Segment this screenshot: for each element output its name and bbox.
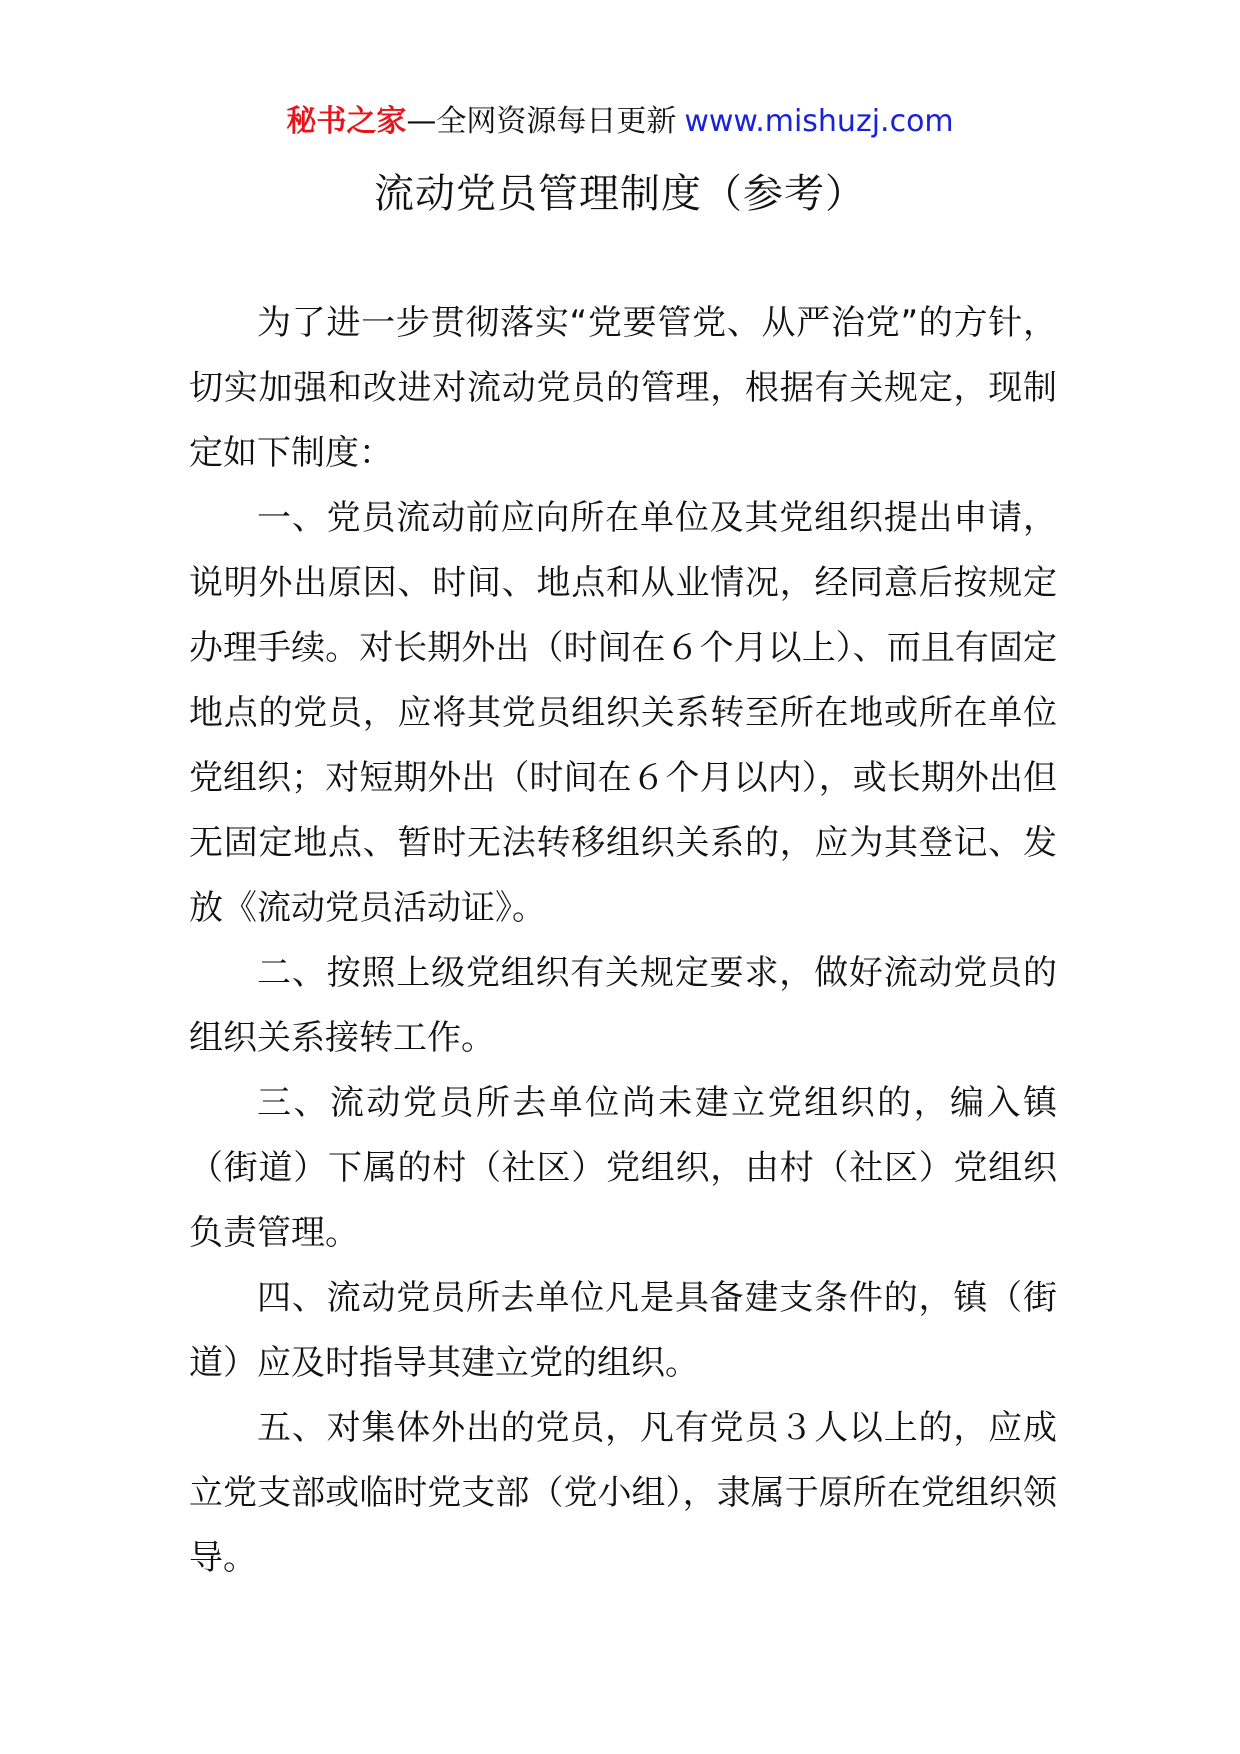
clause-2-paragraph: 二、按照上级党组织有关规定要求，做好流动党员的组织关系接转工作。 [189,953,1057,1058]
site-header [0,100,1240,144]
clause-1-paragraph: 一、党员流动前应向所在单位及其党组织提出申请，说明外出原因、时间、地点和从业情况，经同意后按规定办理手续。对长期外出（时间在６个月以上）、而且有固定地点的党员，应将其党员组织关系转至所在地或所在单位党组织；对短期外出（时间在６个月以内），或长期外出但无固定地点、暂时无法转移组织关系的，应为其登记、发放《流动党员活动证》。 [189,498,1057,928]
intro-paragraph: 为了进一步贯彻落实“党要管党、从严治党”的方针，切实加强和改进对流动党员的管理，根据有关规定，现制定如下制度： [189,303,1057,473]
clause-5-paragraph: 五、对集体外出的党员，凡有党员３人以上的，应成立党支部或临时党支部（党小组），隶属于原所在党组织领导。 [189,1408,1057,1578]
site-link[interactable]: www.mishuzj.com [684,104,954,139]
document-title: 流动党员管理制度（参考） [374,171,866,217]
header-tagline: —全网资源每日更新 [406,104,677,139]
document-body [189,291,1057,1591]
clause-4-paragraph: 四、流动党员所去单位凡是具备建支条件的，镇（街道）应及时指导其建立党的组织。 [189,1278,1057,1383]
brand-name: 秘书之家 [286,104,407,139]
clause-3-paragraph: 三、流动党员所去单位尚未建立党组织的，编入镇（街道）下属的村（社区）党组织，由村（社区）党组织负责管理。 [189,1083,1057,1253]
